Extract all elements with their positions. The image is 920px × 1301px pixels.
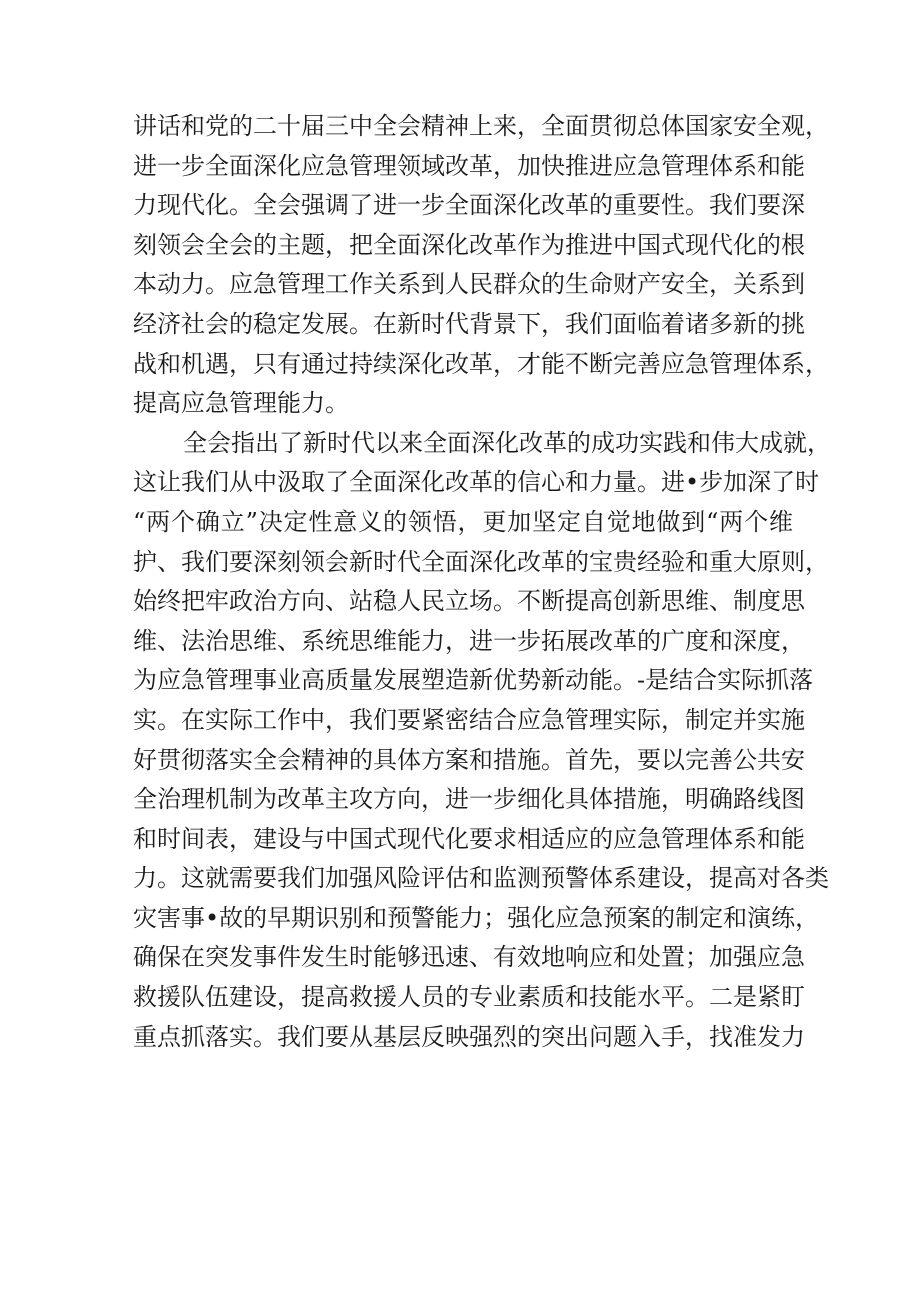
text-line: 始终把牢政治方向、站稳人民立场。不断提高创新思维、制度思 xyxy=(133,587,805,616)
text-line: 确保在突发事件发生时能够迅速、有效地响应和处置；加强应急 xyxy=(133,943,805,972)
text-line: 维、法治思维、系统思维能力，进一步拓展改革的广度和深度， xyxy=(133,626,805,655)
text-line: 为应急管理事业高质量发展塑造新优势新动能。-是结合实际抓落 xyxy=(133,666,814,695)
paragraph-2 xyxy=(133,424,831,1058)
text-line: 进一步全面深化应急管理领域改革，加快推进应急管理体系和能 xyxy=(133,151,805,180)
text-line: 和时间表，建设与中国式现代化要求相适应的应急管理体系和能 xyxy=(133,824,805,853)
text-line: 讲话和党的二十届三中全会精神上来，全面贯彻总体国家安全观， xyxy=(133,112,829,140)
text-line: 护、我们要深刻领会新时代全面深化改革的宝贵经验和重大原则， xyxy=(133,547,829,576)
text-line: 战和机遇，只有通过持续深化改革，才能不断完善应急管理体系， xyxy=(133,349,829,378)
text-line: 灾害事•故的早期识别和预警能力；强化应急预案的制定和演练， xyxy=(133,903,820,932)
text-line: 这让我们从中汲取了全面深化改革的信心和力量。进•步加深了时 xyxy=(133,468,820,497)
paragraph-1 xyxy=(133,107,829,424)
text-line: 经济社会的稳定发展。在新时代背景下，我们面临着诸多新的挑 xyxy=(133,309,805,338)
text-line: 好贯彻落实全会精神的具体方案和措施。首先，要以完善公共安 xyxy=(133,745,805,774)
document-body xyxy=(133,107,831,1057)
text-line: 力。这就需要我们加强风险评估和监测预警体系建设，提高对各类 xyxy=(133,864,829,893)
text-line: 刻领会全会的主题，把全面深化改革作为推进中国式现代化的根 xyxy=(133,230,805,259)
text-line: 本动力。应急管理工作关系到人民群众的生命财产安全，关系到 xyxy=(133,270,805,299)
text-line: 实。在实际工作中，我们要紧密结合应急管理实际，制定并实施 xyxy=(133,705,805,734)
text-line: 全会指出了新时代以来全面深化改革的成功实践和伟大成就， xyxy=(183,428,831,457)
text-line: 重点抓落实。我们要从基层反映强烈的突出问题入手，找准发力 xyxy=(133,1022,805,1051)
text-line: “两个确立”决定性意义的领悟，更加坚定自觉地做到“两个维 xyxy=(133,507,793,536)
text-line: 提高应急管理能力。 xyxy=(133,389,349,418)
text-line: 救援队伍建设，提高救援人员的专业素质和技能水平。二是紧盯 xyxy=(133,983,805,1012)
text-line: 力现代化。全会强调了进一步全面深化改革的重要性。我们要深 xyxy=(133,191,805,220)
text-line: 全治理机制为改革主攻方向，进一步细化具体措施，明确路线图 xyxy=(133,785,805,814)
